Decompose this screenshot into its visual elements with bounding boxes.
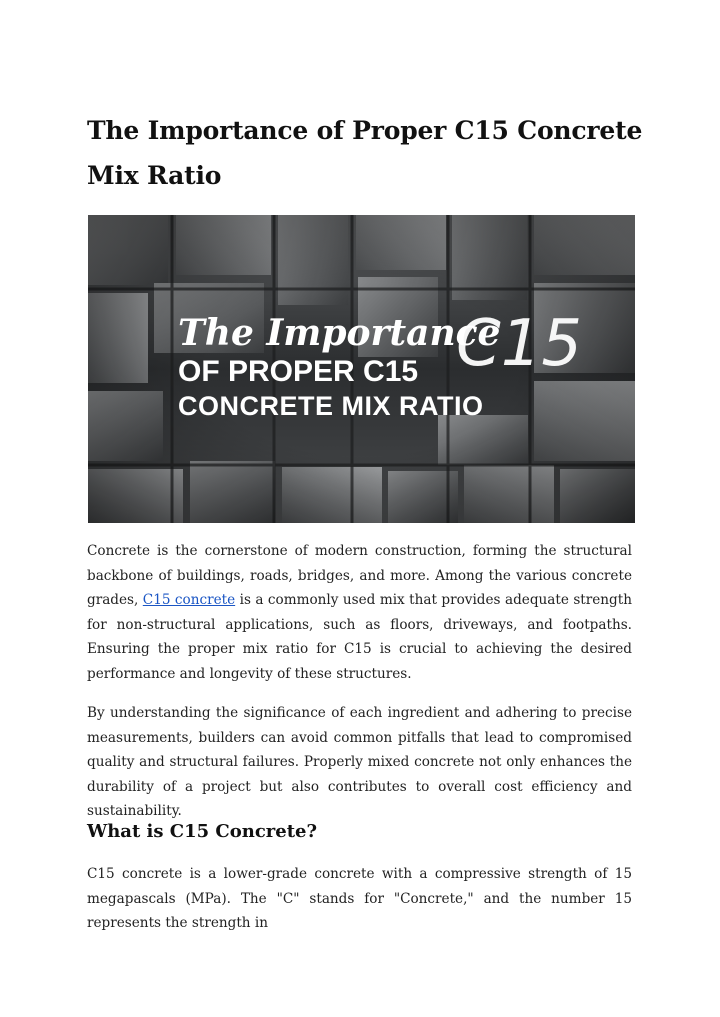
paragraph-2: By understanding the significance of each ingredient and adhering to precise measurements, builders can avoid common pitfalls that lead to compromised quality and structural failures. Properly mixed concrete not only enhances the durability of a project but also contributes to overall cost efficiency and sustainability. bbox=[87, 705, 632, 820]
section-heading: What is C15 Concrete? bbox=[87, 821, 318, 842]
intro-paragraph bbox=[87, 539, 632, 687]
hero-line-3: CONCRETE MIX RATIO bbox=[178, 391, 484, 421]
paragraph-3: C15 concrete is a lower-grade concrete with a compressive strength of 15 megapascals (MPa). The "C" stands for "Concrete," and the number 15 represents the strength in bbox=[87, 866, 632, 932]
hero-image-graphic bbox=[88, 215, 635, 523]
page-title: The Importance of Proper C15 Concrete Mix Ratio bbox=[87, 116, 643, 190]
intro-text-after-link: is a commonly used mix that provides adequate strength for non-structural applications, such as floors, driveways, and footpaths. Ensuring the proper mix ratio for C15 is crucial to achieving the desired performance and longevity of these structures. bbox=[87, 592, 632, 682]
c15-concrete-link[interactable]: C15 concrete bbox=[142, 592, 236, 609]
hero-image bbox=[88, 215, 635, 523]
hero-big-mark: C15 bbox=[456, 307, 583, 381]
intro-text-before-link: Concrete is the cornerstone of modern construction, forming the structural backbone of buildings, roads, bridges, and more. Among the various concrete grades, bbox=[87, 543, 632, 609]
hero-script-line: The Importance bbox=[178, 312, 501, 354]
hero-line-2: OF PROPER C15 bbox=[178, 355, 419, 388]
